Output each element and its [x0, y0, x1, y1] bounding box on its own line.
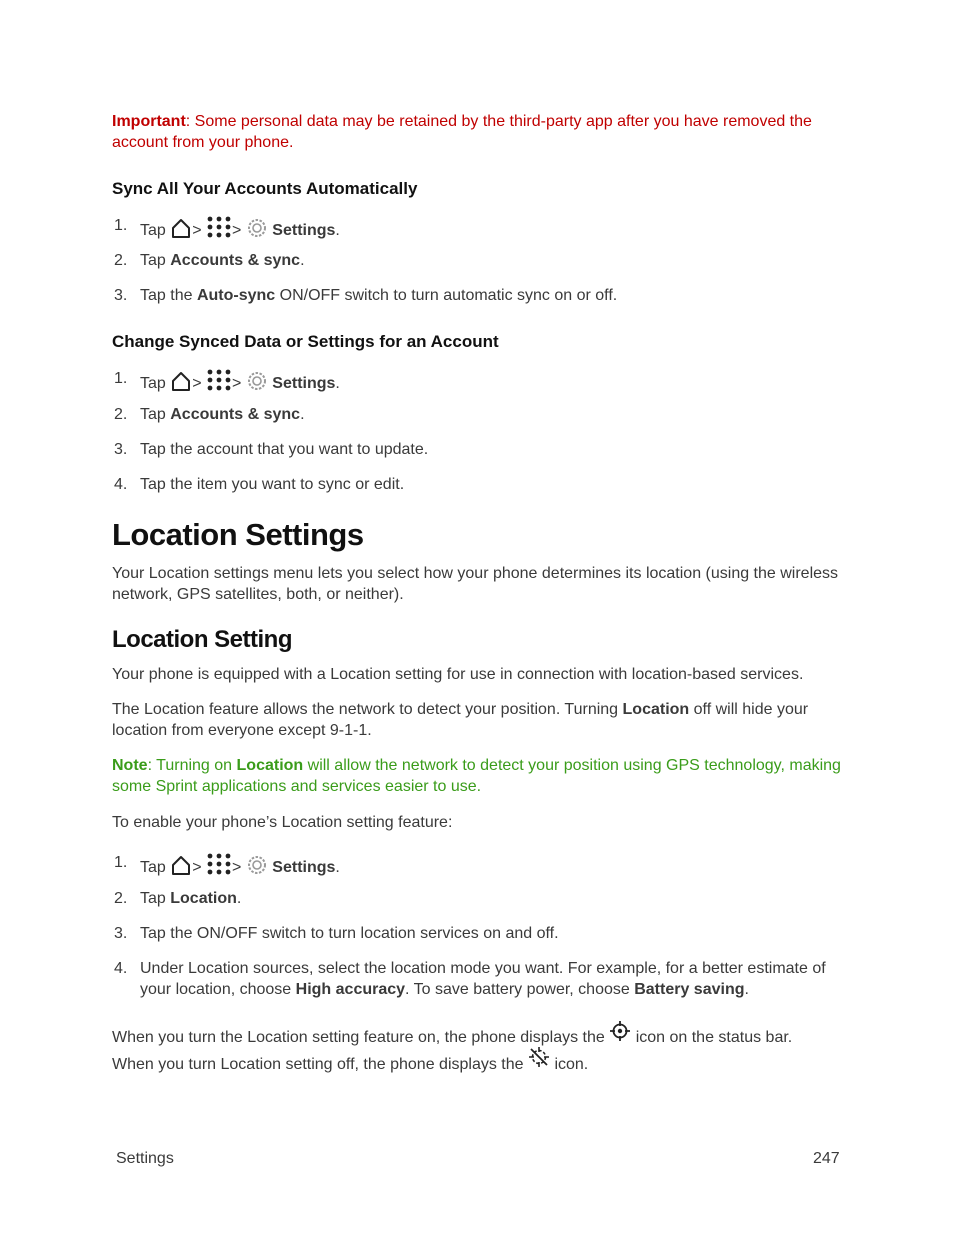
- home-icon: [170, 370, 192, 392]
- enable-intro: To enable your phone’s Location setting feature:: [112, 814, 453, 831]
- note-paragraph: Note: Turning on Location will allow the network to detect your position using GPS technology, making some Sprint applications and services easier to use.: [112, 757, 841, 795]
- settings-gear-icon: [246, 370, 268, 392]
- sync-heading: Sync All Your Accounts Automatically: [112, 179, 418, 198]
- step-text: Tap > > Settings.: [140, 852, 840, 878]
- step-number: 2.: [114, 406, 128, 423]
- settings-gear-icon: [246, 854, 268, 876]
- step-text: Tap the ON/OFF switch to turn location services on and off.: [140, 925, 559, 942]
- apps-grid-icon: [206, 852, 232, 876]
- step-number: 1.: [114, 370, 128, 387]
- step-number: 1.: [114, 217, 128, 234]
- change-heading: Change Synced Data or Settings for an Account: [112, 332, 499, 351]
- location-setting-p2: The Location feature allows the network to detect your position. Turning Location off will hide your location from everyone except 9-1-1.: [112, 701, 809, 739]
- settings-gear-icon: [246, 217, 268, 239]
- step-number: 2.: [114, 252, 128, 269]
- important-notice: [112, 111, 842, 153]
- footer-page-number: 247: [813, 1150, 840, 1167]
- location-on-icon: [609, 1020, 631, 1044]
- important-text: : Some personal data may be retained by the third-party app after you have removed the account from your phone.: [112, 113, 812, 151]
- home-icon: [170, 217, 192, 239]
- step-text: Under Location sources, select the location mode you want. For example, for a better estimate of your location, choose High accuracy. To save battery power, choose Battery saving.: [140, 960, 826, 998]
- step-number: 4.: [114, 960, 128, 977]
- step-text: Tap the account that you want to update.: [140, 441, 429, 458]
- step-text: Tap Accounts & sync.: [140, 406, 305, 423]
- important-label: Important: [112, 113, 186, 130]
- step-number: 3.: [114, 287, 128, 304]
- step-text: Tap Location.: [140, 890, 242, 907]
- status-off-text: When you turn Location setting off, the phone displays the icon.: [112, 1046, 842, 1075]
- step-text: Tap the Auto-sync ON/OFF switch to turn automatic sync on or off.: [140, 287, 618, 304]
- step-text: Tap > > Settings.: [140, 215, 840, 241]
- step-number: 3.: [114, 441, 128, 458]
- step-text: Tap > > Settings.: [140, 368, 840, 394]
- step-number: 3.: [114, 925, 128, 942]
- location-off-icon: [528, 1046, 550, 1070]
- step-number: 2.: [114, 890, 128, 907]
- step-text: Tap Accounts & sync.: [140, 252, 305, 269]
- step-number: 4.: [114, 476, 128, 493]
- apps-grid-icon: [206, 368, 232, 392]
- location-settings-intro: Your Location settings menu lets you select how your phone determines its location (using the wireless network, GPS satellites, both, or neither).: [112, 565, 839, 603]
- location-setting-p1: Your phone is equipped with a Location setting for use in connection with location-based services.: [112, 666, 804, 683]
- step-text: Tap the item you want to sync or edit.: [140, 476, 405, 493]
- location-settings-title: Location Settings: [112, 517, 364, 552]
- location-setting-title: Location Setting: [112, 626, 292, 653]
- status-on-text: When you turn the Location setting feature on, the phone displays the icon on the status bar.: [112, 1020, 842, 1048]
- apps-grid-icon: [206, 215, 232, 239]
- step-number: 1.: [114, 854, 128, 871]
- footer-section: Settings: [116, 1150, 174, 1167]
- home-icon: [170, 854, 192, 876]
- note-label: Note: [112, 757, 148, 774]
